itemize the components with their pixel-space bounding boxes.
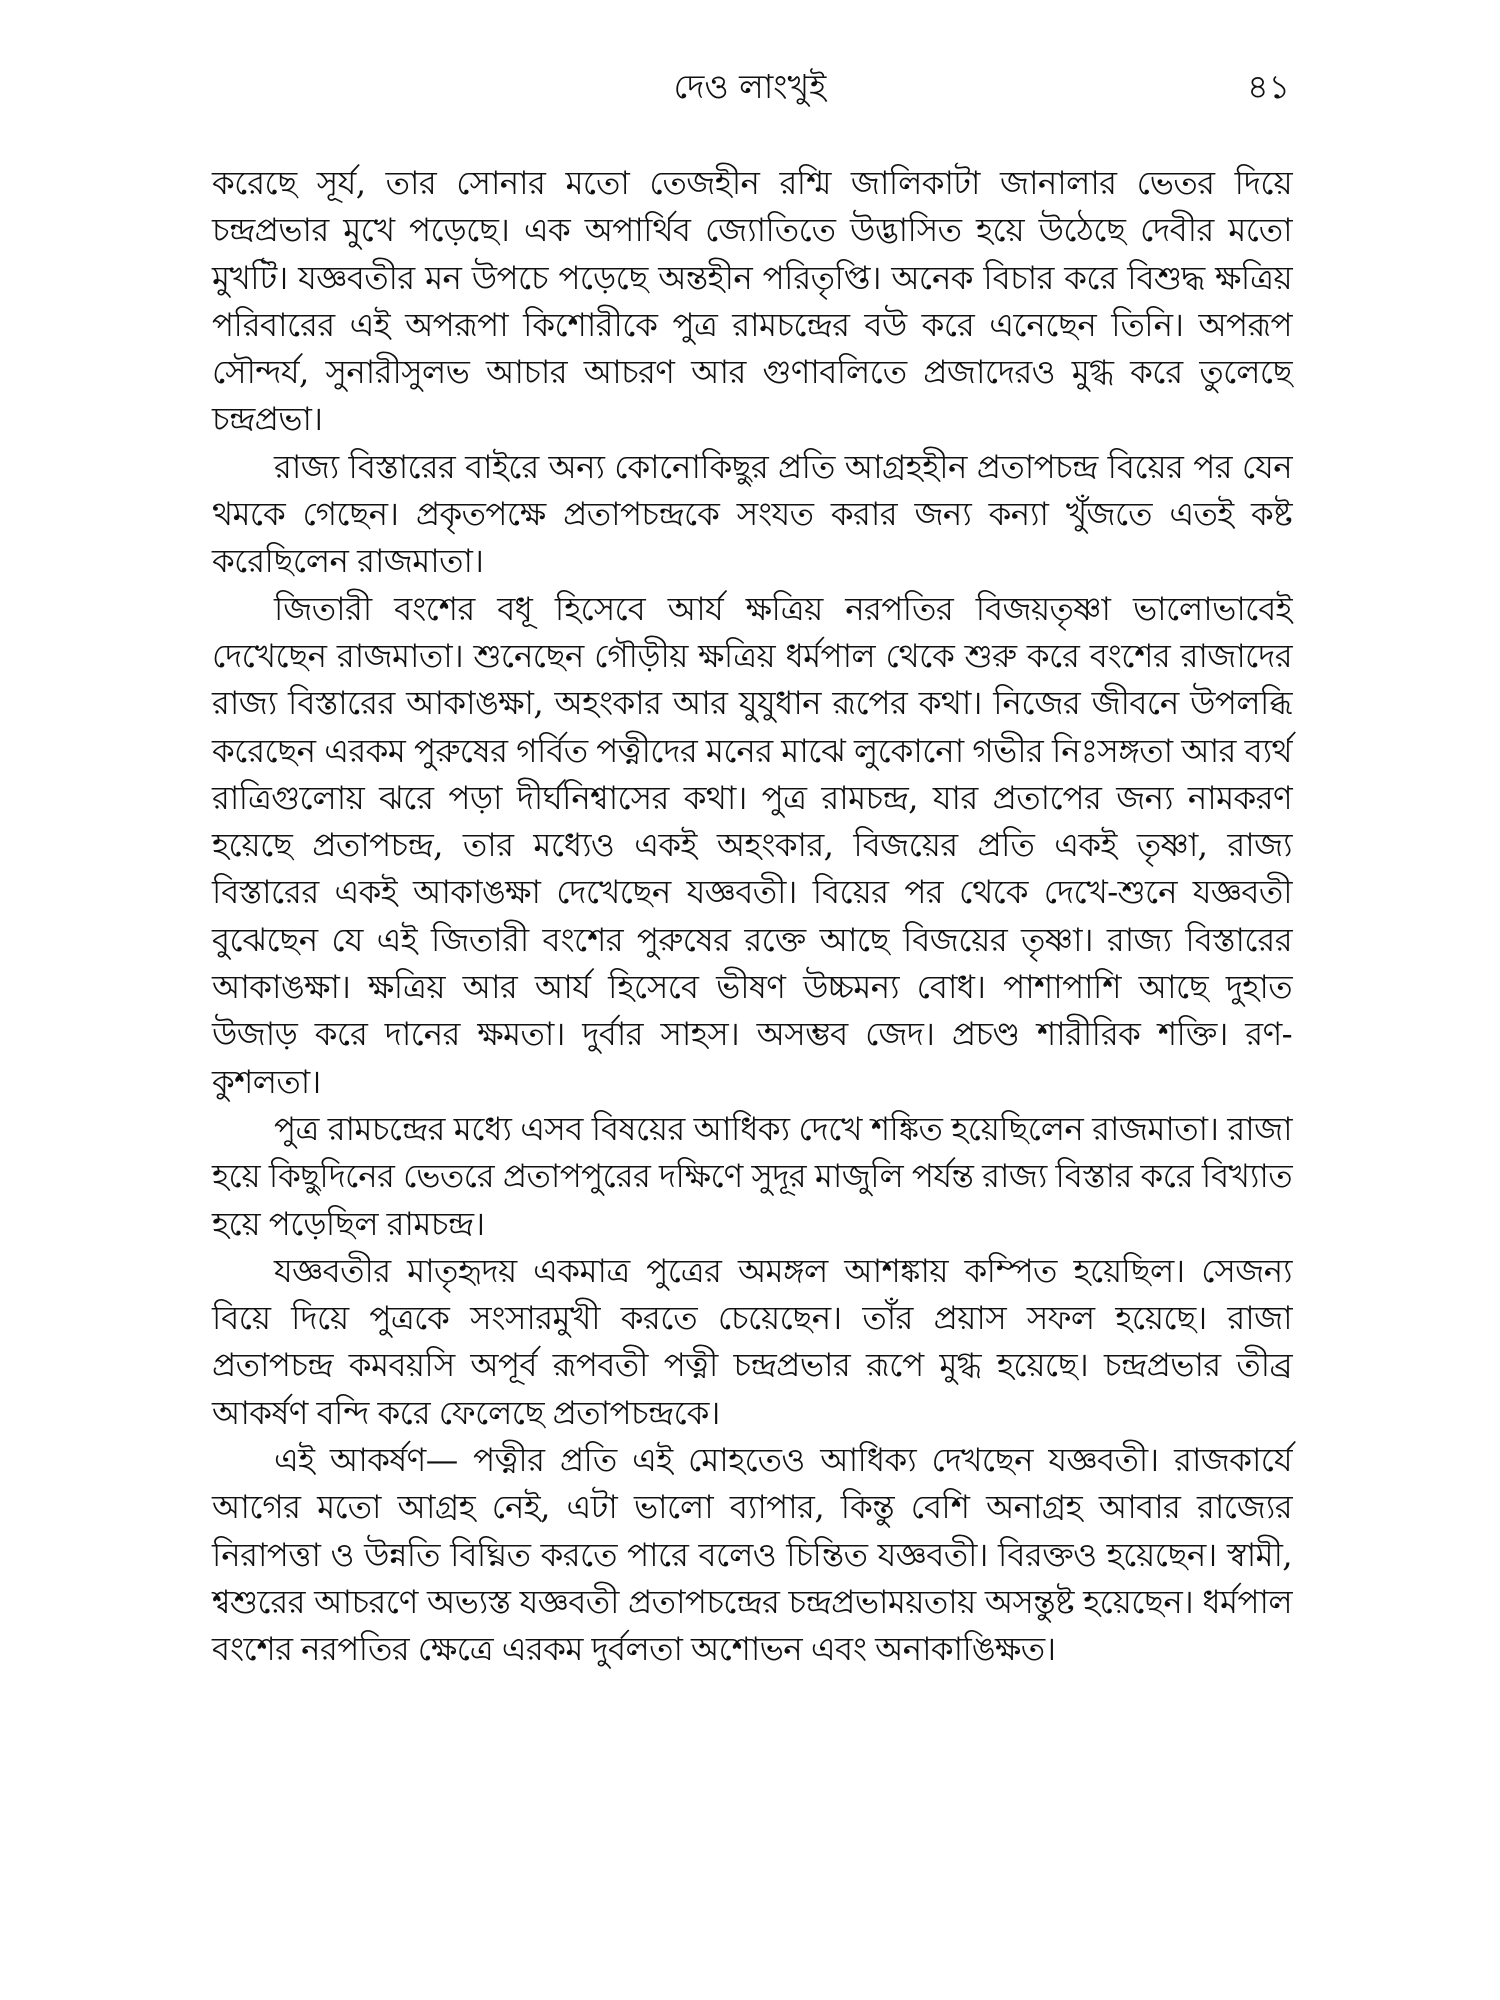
paragraph-3: জিতারী বংশের বধূ হিসেবে আর্য ক্ষত্রিয় নরপতির বিজয়তৃষ্ণা ভালোভাবেই দেখেছেন রাজমাতা। শুনেছেন গৌড়ীয় ক্ষত্রিয় ধর্মপাল থেকে শুরু করে বংশের রাজাদের রাজ্য বিস্তারের আকাঙক্ষা, অহংকার আর যুযুধান রূপের কথা। নিজের জীবনে উপলব্ধি করেছেন এরকম পুরুষের গর্বিত পত্নীদের মনের মাঝে লুকোনো গভীর নিঃসঙ্গতা আর ব্যর্থ রাত্রিগুলোয় ঝরে পড়া দীর্ঘনিশ্বাসের কথা। পুত্র রামচন্দ্র, যার প্রতাপের জন্য নামকরণ হয়েছে প্রতাপচন্দ্র, তার মধ্যেও একই অহংকার, বিজয়ের প্রতি একই তৃষ্ণা, রাজ্য বিস্তারের একই আকাঙক্ষা দেখেছেন যজ্ঞবতী। বিয়ের পর থেকে দেখে-শুনে যজ্ঞবতী বুঝেছেন যে এই জিতারী বংশের পুরুষের রক্তে আছে বিজয়ের তৃষ্ণা। রাজ্য বিস্তারের আকাঙক্ষা। ক্ষত্রিয় আর আর্য হিসেবে ভীষণ উচ্চমন্য বোধ। পাশাপাশি আছে দুহাত উজাড় করে দানের ক্ষমতা। দুর্বার সাহস। অসম্ভব জেদ। প্রচণ্ড শারীরিক শক্তি। রণ-কুশলতা। bbox=[212, 589, 1292, 1101]
paragraph-2: রাজ্য বিস্তারের বাইরে অন্য কোনোকিছুর প্রতি আগ্রহহীন প্রতাপচন্দ্র বিয়ের পর যেন থমকে গেছেন। প্রকৃতপক্ষে প্রতাপচন্দ্রকে সংযত করার জন্য কন্যা খুঁজতে এতই কষ্ট করেছিলেন রাজমাতা। bbox=[212, 447, 1292, 581]
paragraph-6: এই আকর্ষণ— পত্নীর প্রতি এই মোহতেও আধিক্য দেখছেন যজ্ঞবতী। রাজকার্যে আগের মতো আগ্রহ নেই, এটা ভালো ব্যাপার, কিন্তু বেশি অনাগ্রহ আবার রাজ্যের নিরাপত্তা ও উন্নতি বিঘ্নিত করতে পারে বলেও চিন্তিত যজ্ঞবতী। বিরক্তও হয়েছেন। স্বামী, শ্বশুরের আচরণে অভ্যস্ত যজ্ঞবতী প্রতাপচন্দ্রের চন্দ্রপ্রভাময়তায় অসন্তুষ্ট হয়েছেন। ধর্মপাল বংশের নরপতির ক্ষেত্রে এরকম দুর্বলতা অশোভন এবং অনাকাঙিক্ষত। bbox=[212, 1441, 1292, 1669]
paragraph-1: করেছে সূর্য, তার সোনার মতো তেজহীন রশ্মি জালিকাটা জানালার ভেতর দিয়ে চন্দ্রপ্রভার মুখে পড়েছে। এক অপার্থিব জ্যোতিতে উদ্ভাসিত হয়ে উঠেছে দেবীর মতো মুখটি। যজ্ঞবতীর মন উপচে পড়েছে অন্তহীন পরিতৃপ্তি। অনেক বিচার করে বিশুদ্ধ ক্ষত্রিয় পরিবারের এই অপরূপা কিশোরীকে পুত্র রামচন্দ্রের বউ করে এনেছেন তিনি। অপরূপ সৌন্দর্য, সুনারীসুলভ আচার আচরণ আর গুণাবলিতে প্রজাদেরও মুগ্ধ করে তুলেছে চন্দ্রপ্রভা। bbox=[212, 164, 1292, 439]
running-head bbox=[210, 62, 1290, 122]
paragraph-4: পুত্র রামচন্দ্রের মধ্যে এসব বিষয়ের আধিক্য দেখে শঙ্কিত হয়েছিলেন রাজমাতা। রাজা হয়ে কিছুদিনের ভেতরে প্রতাপপুরের দক্ষিণে সুদূর মাজুলি পর্যন্ত রাজ্য বিস্তার করে বিখ্যাত হয়ে পড়েছিল রামচন্দ্র। bbox=[212, 1109, 1292, 1243]
body-text bbox=[212, 160, 1292, 1674]
page-number: ৪১ bbox=[1247, 67, 1290, 106]
paragraph-5: যজ্ঞবতীর মাতৃহৃদয় একমাত্র পুত্রের অমঙ্গল আশঙ্কায় কম্পিত হয়েছিল। সেজন্য বিয়ে দিয়ে পুত্রকে সংসারমুখী করতে চেয়েছেন। তাঁর প্রয়াস সফল হয়েছে। রাজা প্রতাপচন্দ্র কমবয়সি অপূর্ব রূপবতী পত্নী চন্দ্রপ্রভার রূপে মুগ্ধ হয়েছে। চন্দ্রপ্রভার তীব্র আকর্ষণ বন্দি করে ফেলেছে প্রতাপচন্দ্রকে। bbox=[212, 1251, 1292, 1432]
running-title: দেও লাংখুই bbox=[673, 67, 827, 106]
